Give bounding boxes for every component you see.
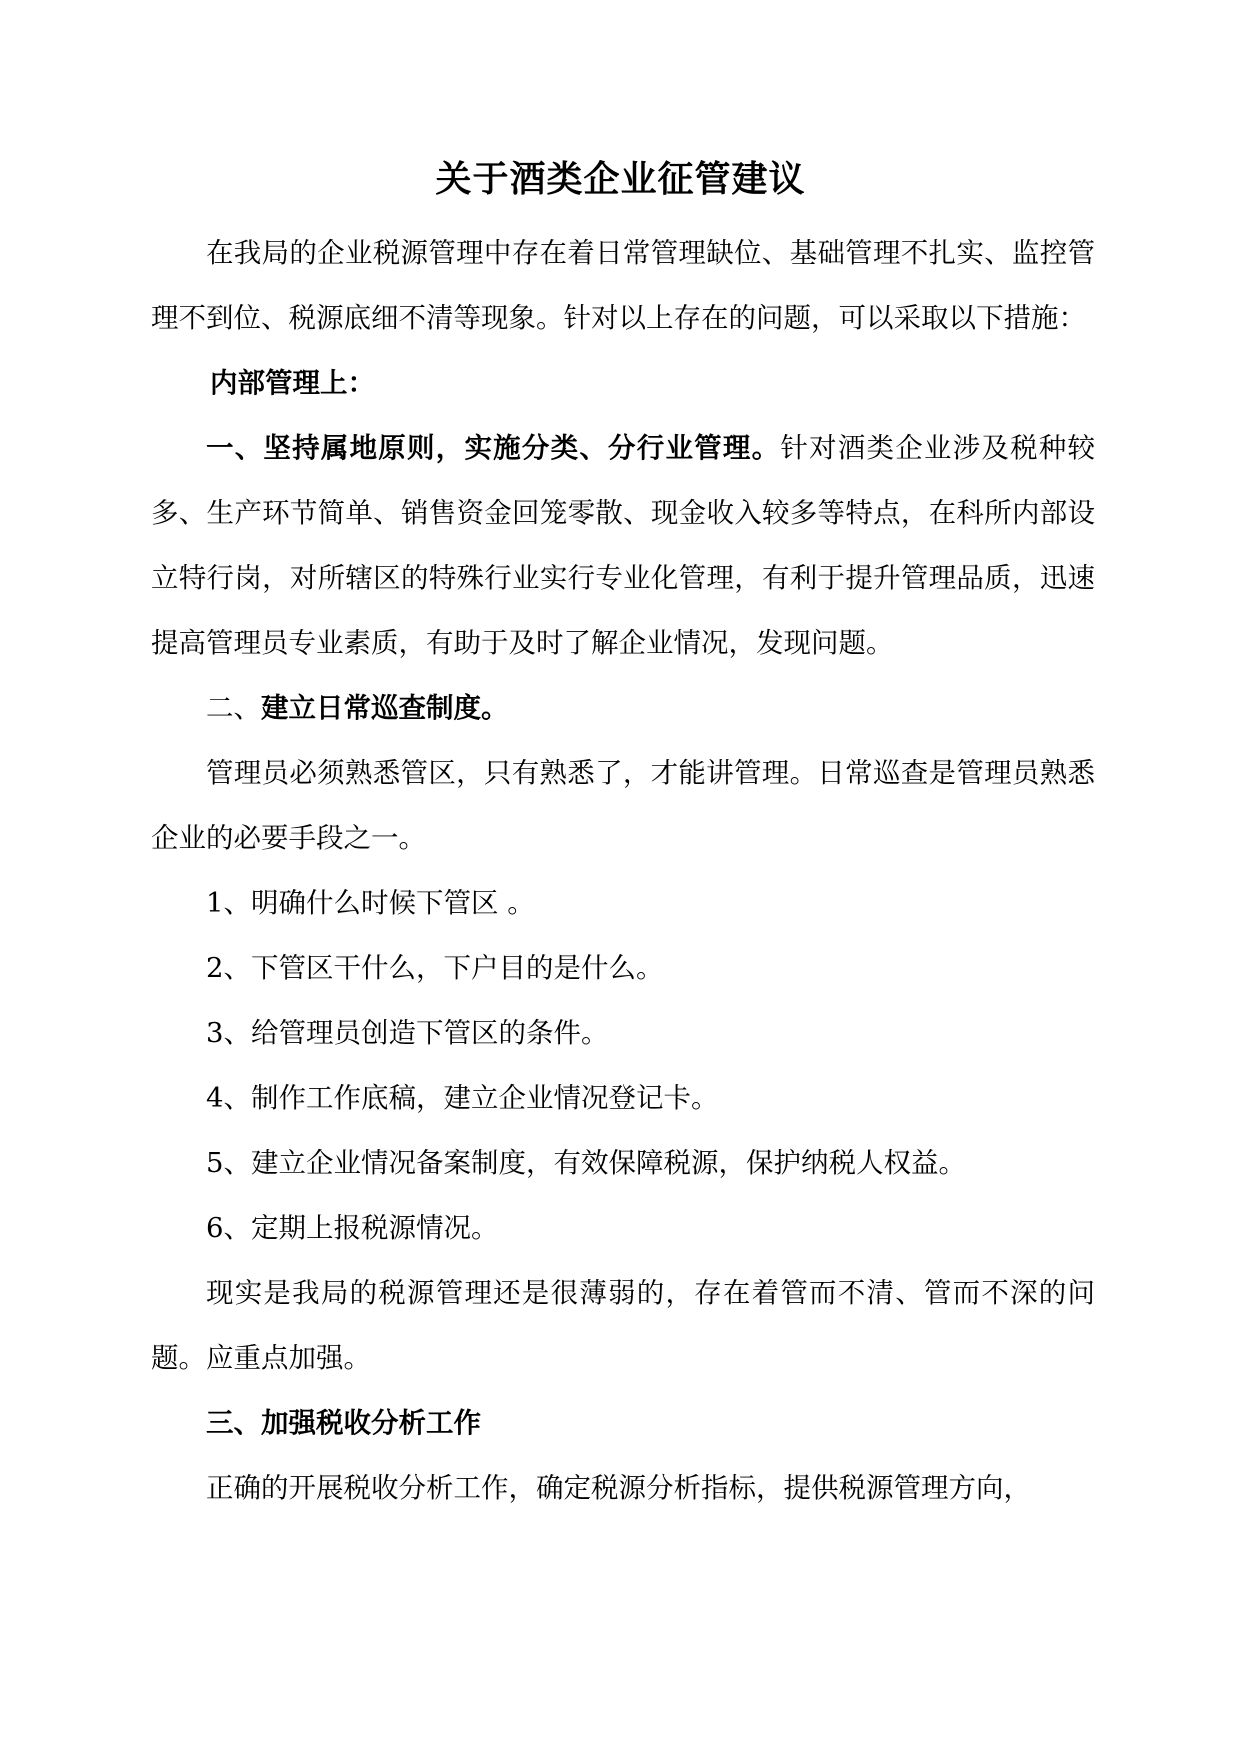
list-item: 1、明确什么时候下管区 。 bbox=[206, 887, 535, 919]
section-2-heading: 建立日常巡查制度。 bbox=[261, 692, 509, 724]
section-3-body: 正确的开展税收分析工作，确定税源分析指标，提供税源管理方向， bbox=[206, 1472, 1031, 1504]
list-item: 2、下管区干什么，下户目的是什么。 bbox=[206, 952, 664, 984]
section-2-body: 管理员必须熟悉管区，只有熟悉了，才能讲管理。日常巡查是管理员熟悉企业的必要手段之一。 bbox=[151, 757, 1095, 854]
section-1-paragraph bbox=[151, 416, 1095, 676]
internal-management-label: 内部管理上： bbox=[210, 367, 375, 399]
document-title: 关于酒类企业征管建议 bbox=[435, 158, 806, 200]
section-2-prefix: 二、 bbox=[206, 692, 261, 724]
section-1-body: 针对酒类企业涉及税种较多、生产环节简单、销售资金回笼零散、现金收入较多等特点，在科所内部设立特行岗，对所辖区的特殊行业实行专业化管理，有利于提升管理品质，迅速提高管理员专业素质，有助于及时了解企业情况，发现问题。 bbox=[151, 432, 1096, 659]
section-1-heading: 一、坚持属地原则，实施分类、分行业管理。 bbox=[206, 432, 781, 464]
internal-management-heading bbox=[151, 351, 1095, 416]
section-3-heading: 三、加强税收分析工作 bbox=[206, 1407, 481, 1439]
section-2-heading-paragraph bbox=[151, 676, 1095, 741]
list-item: 5、建立企业情况备案制度，有效保障税源，保护纳税人权益。 bbox=[206, 1147, 966, 1179]
list-item: 3、给管理员创造下管区的条件。 bbox=[206, 1017, 609, 1049]
list-item: 6、定期上报税源情况。 bbox=[206, 1212, 499, 1244]
list-item: 4、制作工作底稿，建立企业情况登记卡。 bbox=[206, 1082, 719, 1114]
document-body bbox=[151, 221, 1095, 1521]
intro-paragraph: 在我局的企业税源管理中存在着日常管理缺位、基础管理不扎实、监控管理不到位、税源底细不清等现象。针对以上存在的问题，可以采取以下措施： bbox=[151, 237, 1095, 334]
section-2-conclusion: 现实是我局的税源管理还是很薄弱的，存在着管而不清、管而不深的问题。应重点加强。 bbox=[151, 1277, 1095, 1374]
